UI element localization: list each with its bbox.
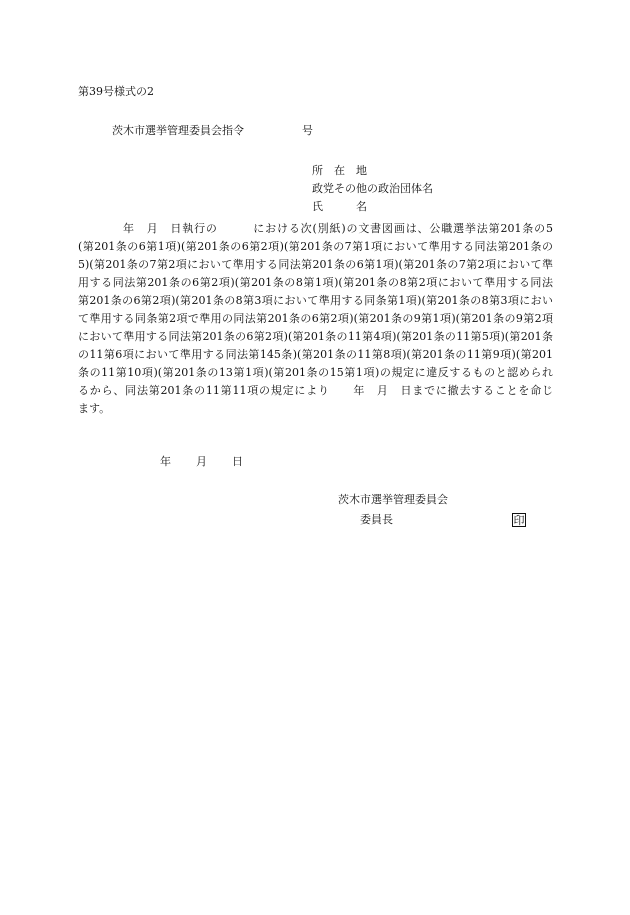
date-month: 月: [196, 455, 207, 468]
issuer-label: 茨木市選挙管理委員会指令: [112, 124, 244, 137]
body-line-10: るから、同法第201条の11第11項の規定により 年 月 日までに撤去することを命じ: [78, 384, 553, 397]
body-line-3: 5)(第201条の7第2項において準用する同法第201条の6第1項)(第201条の7第2項において準: [78, 258, 553, 271]
organization-label: 政党その他の政治団体名: [312, 182, 433, 195]
address-label: 所 在 地: [312, 164, 367, 177]
name-label: 氏 名: [312, 200, 367, 213]
chair-label: 委員長: [360, 513, 393, 526]
body-line-9: 条の11第10項)(第201条の13第1項)(第201条の15第1項)の規定に違反するものと認められ: [78, 366, 553, 379]
body-line-11: ます。: [78, 402, 111, 415]
body-line-7: において準用する同法第201条の6第2項)(第201条の11第4項)(第201条の11第5項)(第201条: [78, 330, 553, 343]
body-line-6: て準用する同条第2項で準用の同法第201条の6第2項)(第201条の9第1項)(第201条の9第2項: [78, 312, 553, 325]
body-line-2: (第201条の6第1項)(第201条の6第2項)(第201条の7第1項において準用する同法第201条の: [78, 240, 553, 253]
body-line-4: 用する同法第201条の6第2項)(第201条の8第1項)(第201条の8第2項において準用する同法: [78, 276, 553, 289]
committee-name: 茨木市選挙管理委員会: [338, 493, 448, 506]
number-label: 号: [302, 124, 313, 137]
date-year: 年: [160, 455, 171, 468]
seal-mark: 印: [513, 514, 525, 527]
form-label: 第39号様式の2: [78, 85, 154, 98]
body-line-5: 第201条の6第2項)(第201条の8第3項において準用する同条第1項)(第201条の8第3項におい: [78, 294, 553, 307]
date-day: 日: [232, 455, 243, 468]
body-line-8: の11第6項において準用する同法第145条)(第201条の11第8項)(第201条の11第9項)(第201: [78, 348, 553, 361]
body-line-1: 年 月 日執行の における次(別紙)の文書図画は、公職選挙法第201条の5: [123, 222, 553, 235]
